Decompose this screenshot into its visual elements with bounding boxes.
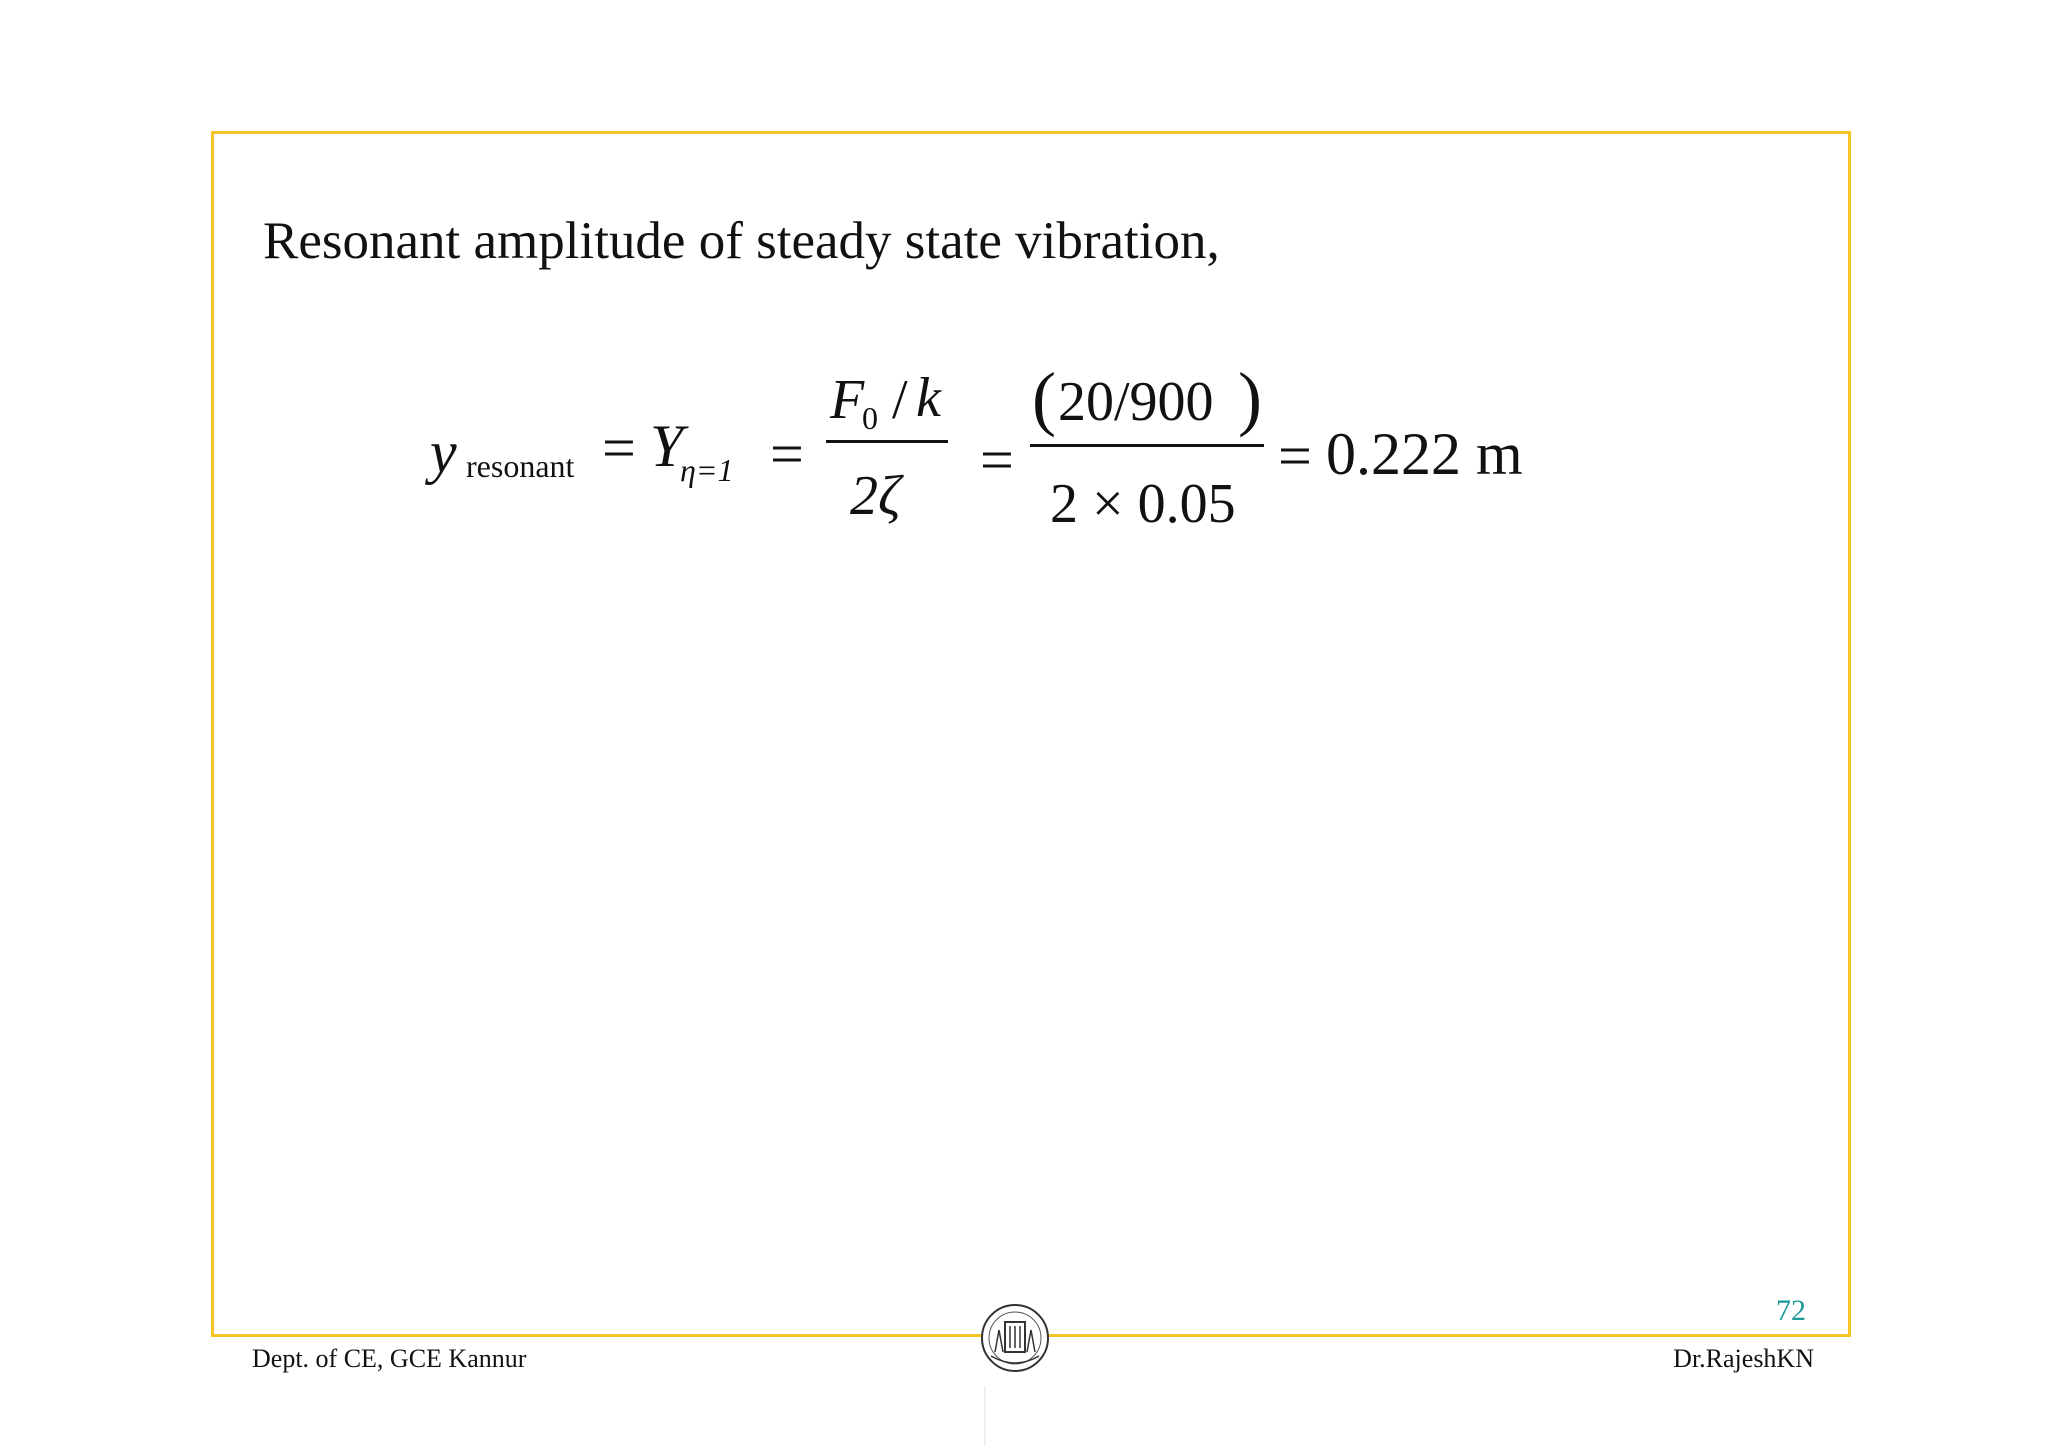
frac2-numerator: 20/900 <box>1058 371 1214 433</box>
equals-sign-3: = <box>980 427 1014 493</box>
frac1-stiffness: k <box>916 367 941 429</box>
page-number: 72 <box>1776 1294 1806 1327</box>
resonant-amplitude-equation <box>430 358 1610 542</box>
college-seal-icon <box>977 1300 1053 1380</box>
frac1-force: F <box>830 369 865 431</box>
slide-heading: Resonant amplitude of steady state vibration, <box>263 212 1220 270</box>
result-unit: m <box>1476 421 1523 487</box>
frac2-denominator: 2 × 0.05 <box>1050 473 1236 535</box>
slide-frame <box>211 131 1851 1337</box>
equals-sign-2: = <box>770 421 804 487</box>
amplitude-variable: Y <box>650 413 684 479</box>
frac2-bar <box>1030 444 1264 447</box>
equals-sign-1: = <box>602 415 636 481</box>
footer-department: Dept. of CE, GCE Kannur <box>252 1344 527 1373</box>
footer-divider <box>984 1386 986 1446</box>
amplitude-subscript: η=1 <box>680 452 734 488</box>
frac1-denominator: 2ζ <box>850 465 901 527</box>
lhs-variable: y <box>430 419 457 485</box>
equals-sign-4: = <box>1278 423 1312 489</box>
footer-line-left <box>211 1334 977 1337</box>
footer-line-right <box>1054 1334 1851 1337</box>
frac1-slash: / <box>892 369 908 431</box>
frac2-open-paren: ( <box>1032 358 1056 438</box>
footer-author: Dr.RajeshKN <box>1673 1344 1814 1373</box>
frac1-bar <box>826 440 948 443</box>
frac1-force-subscript: 0 <box>862 400 878 436</box>
lhs-subscript: resonant <box>466 448 575 484</box>
result-value: 0.222 <box>1326 421 1461 487</box>
frac2-close-paren: ) <box>1238 358 1262 438</box>
